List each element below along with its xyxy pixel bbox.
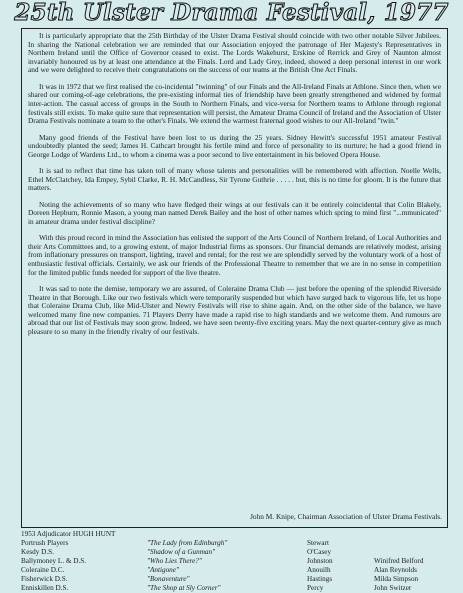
author-name: Stewart (307, 539, 329, 547)
actors-column (374, 539, 423, 593)
page-title: 25th Ulster Drama Festival, 1977 (14, 0, 449, 26)
authors-column (307, 539, 333, 593)
play-title: "Bonaventure" (147, 575, 190, 583)
actor-name: Winifred Belford (374, 557, 424, 565)
paragraph-7: It was sad to note the demise, temporary we are assured, of Coleraine Drama Club — just before the opening of the splendid Riverside Theatre in that Borough. Like our two festivals which were temporarily suspended but which have surged back to vigorous life, let us hope that Coleraine Drama Club, like Mid-Ulster and Newry Festivals will rise to shine again. And, on the other side of the balance, we have welcomed many fine new companies. 71 Players Derry have made a rapid rise to high standards and we welcome them. And rumours are abroad that our list of Festivals may soon grow. Indeed, we have seen twenty-five exciting years. May the next quarter-century give as much pleasure to so many in the friendly rivalry of our festivals. (28, 284, 441, 336)
paragraph-4: It is sad to reflect that time has taken toll of many whose talents and personalities will be remembered with affection. Noelle Wells, Ethel McClatchey, Ida Empey, Sybil Clarke, R. H. McCandless, Sir Tyrone Guthrie . . . . . but, this is no time for gloom. It is the future that matters. (28, 166, 441, 193)
paragraph-3: Many good friends of the Festival have been lost to us during the 25 years. Sidney Hewitt's successful 1951 amateur Festival undoubtedly planted the seed; James H. Cathcart brought his fertile mind and force of personality to its nurture; he had a good friend in George Lodge of Wardens Ltd., to whom a cinema was a poor second to live entertainment in his beloved Opera House. (28, 132, 441, 159)
actor-name: Milda Simpson (374, 575, 419, 583)
actor-name (374, 539, 423, 548)
signature: John M. Knipe, Chairman Association of Ulster Drama Festivals. (250, 512, 442, 522)
company-name: Coleraine D.C. (21, 566, 65, 574)
play-title: "The Lady from Edinburgh" (147, 539, 228, 547)
actor-name: John Switzer (374, 584, 412, 592)
author-name: O'Casey (307, 548, 332, 556)
company-name: Ballymoney L. & D.S. (21, 557, 87, 565)
author-name: Anouilh (307, 566, 331, 574)
company-name: Enniskillen D.S. (21, 584, 69, 592)
paragraph-5: Noting the achievements of so many who have fledged their wings at our festivals can it be entirely coincidental that Colin Blakely, Doreen Hepburn, Ronnie Mason, a young man named Derek Bailey and the host of other names which spring to mind first "...mmunicated" in amateur drama under festival discipline? (28, 199, 441, 226)
actor-name: Alan Reynolds (374, 566, 417, 574)
play-title: "Antigone" (147, 566, 179, 574)
plays-column (147, 539, 227, 593)
paragraph-2: It was in 1972 that we first realised the co-incidental "twinning" of our Finals and the All-Ireland Finals at Athlone. Since then, when we shared our coming-of-age celebrations, the pre-existing informal ties of friendship have been greatly strengthened and widened by formal inter-action. The casual access of groups in the South to Northern Finals, and vice-versa for Northern teams to Athlone through regional festivals still exists. To make quite sure that representation will persist, the Amateur Drama Council of Ireland and the Association of Ulster Drama Festivals nominate a team to the other's Finals. We extend the warmest fraternal good wishes to our All-Ireland "twin." (28, 81, 441, 126)
author-name: Johnston (307, 557, 333, 565)
play-title: "Shadow of a Gunman" (147, 548, 216, 556)
company-name: Fisherwick D.S. (21, 575, 68, 583)
companies-column (21, 539, 86, 593)
play-title: "Who Lies There?" (147, 557, 202, 565)
author-name: Hastings (307, 575, 333, 583)
paragraph-1: It is particularly appropriate that the 25th Birthday of the Ulster Drama Festival should coincide with two other notable Silver Jubilees. In sharing the National celebration we are reminded that our Association enjoyed the patronage of Her Majesty's Representatives in Northern Ireland until the Office of Governor ceased to exist. The Lords Wakehurst, Erskine of Rerrick and Grey of Naunton almost invariably honoured us by at least one attendance at the Finals. Lord and Lady Grey, indeed, showed a deep personal interest in our work and we were delighted to receive their congratulations on the success of our teams at the British One Act Finals. (28, 31, 441, 75)
program-heading: 1953 Adjudicator HUGH HUNT (21, 530, 116, 538)
company-name: Portrush Players (21, 539, 69, 547)
author-name: Percy (307, 584, 324, 592)
company-name: Kesdy D.S. (21, 548, 54, 556)
article-box (21, 28, 448, 528)
paragraph-6: With this proud record in mind the Association has enlisted the support of the Arts Council of Northern Ireland, of Local Authorities and their Arts Committees and, to a growing extent, of major Industrial firms as sponsors. Our financial demands are relatively modest, arising from inflationary pressures on transport, lighting, travel and rental; for the rest we are splendidly served by the voluntary work of a host of enthusiastic festival officials. Certainly, we ask our friends of the Professional Theatre to remember that we are in no sense in competition for the limited public funds needed for support of the live theatre. (28, 233, 441, 277)
play-title: "The Shop at Sly Corner" (147, 584, 221, 592)
actor-name (374, 548, 423, 557)
